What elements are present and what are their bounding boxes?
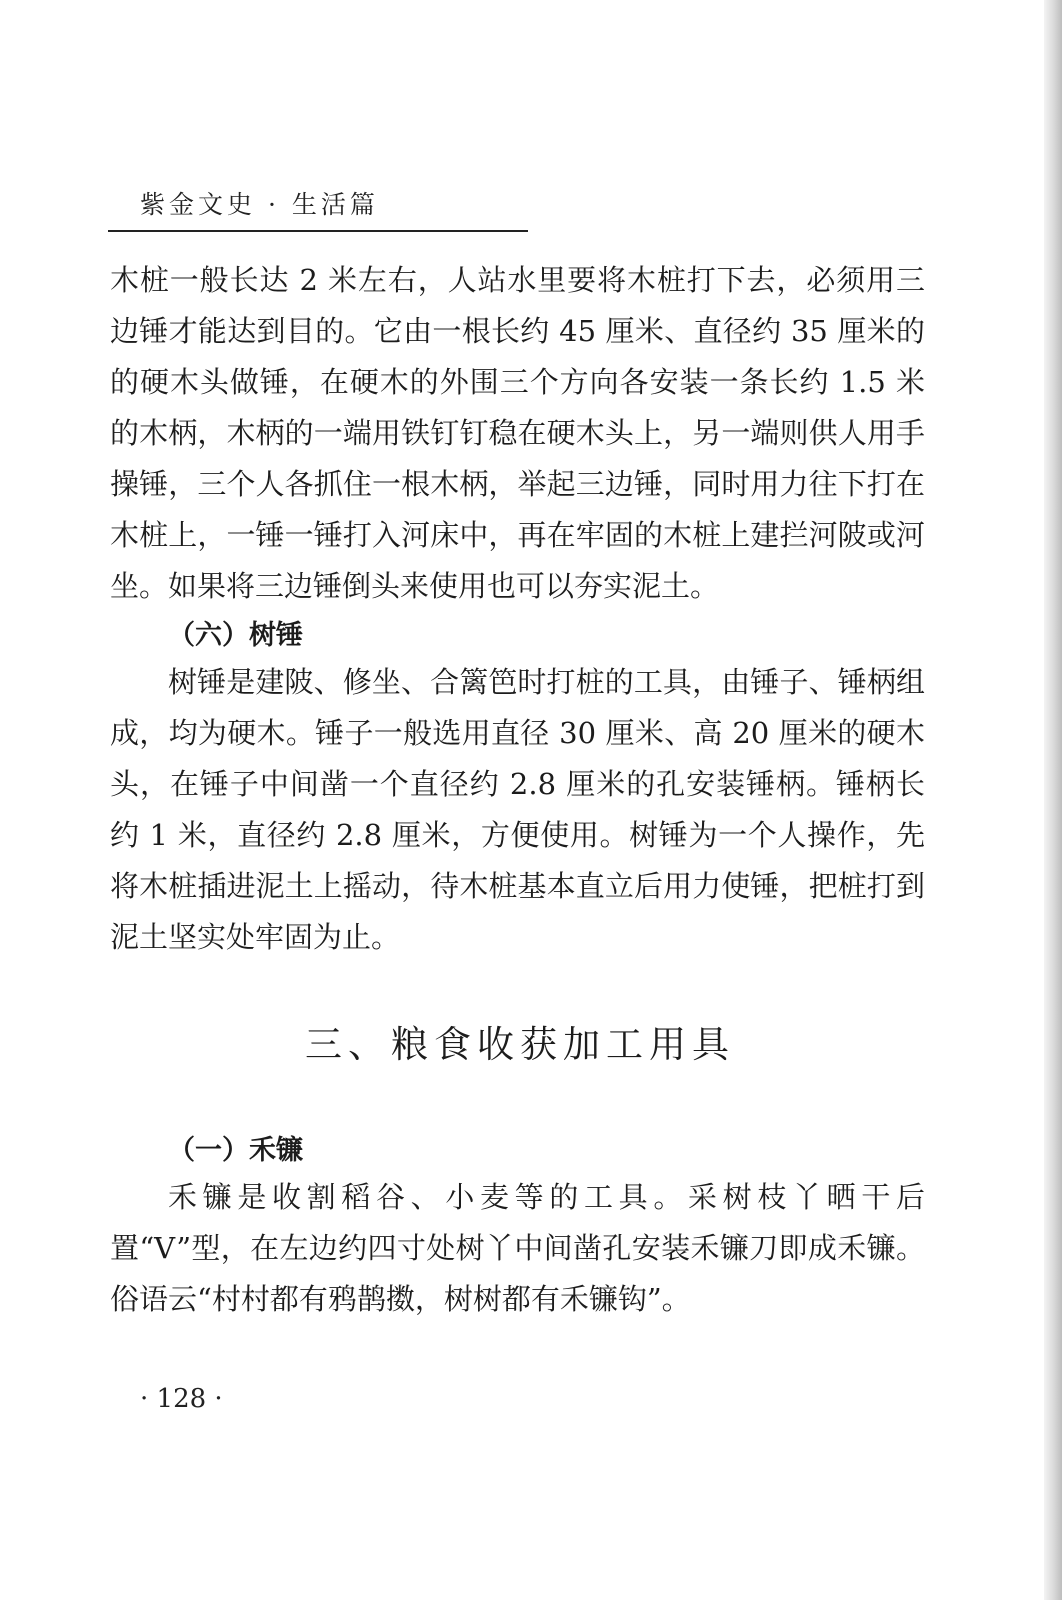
paragraph-text: 禾镰是收割稻谷、小麦等的工具。采树枝丫晒干后置“V”型，在左边约四寸处树丫中间凿孔安装禾镰刀即成禾镰。俗语云“村村都有鸦鹊擞，树树都有禾镰钩”。 — [110, 1180, 925, 1316]
header-rule — [108, 230, 528, 232]
section-heading: 三、粮食收获加工用具 — [305, 1023, 735, 1066]
subheading-sickle: （一）禾镰 — [168, 1135, 303, 1166]
paragraph-text: 树锤是建陂、修坐、合篱笆时打桩的工具，由锤子、锤柄组成，均为硬木。锤子一般选用直径 30 厘米、高 20 厘米的硬木头，在锤子中间凿一个直径约 2.8 厘米的孔安装锤柄。锤柄长约 1 米，直径约 2.8 厘米，方便使用。树锤为一个人操作，先将木桩插进泥土上摇动，待木桩基本直立后用力使锤，把桩打到泥土坚实处牢固为止。 — [110, 665, 925, 954]
paragraph-text: 木桩一般长达 2 米左右，人站水里要将木桩打下去，必须用三边锤才能达到目的。它由一根长约 45 厘米、直径约 35 厘米的的硬木头做锤，在硬木的外围三个方向各安装一条长约 1.5 米的木柄，木柄的一端用铁钉钉稳在硬木头上，另一端则供人用手操锤，三个人各抓住一根木柄，举起三边锤，同时用力往下打在木桩上，一锤一锤打入河床中，再在牢固的木桩上建拦河陂或河坐。如果将三边锤倒头来使用也可以夯实泥土。 — [110, 263, 925, 603]
paragraph-tree-hammer — [110, 657, 925, 963]
page-number: · 128 · — [140, 1384, 223, 1414]
page-edge-shadow — [1044, 0, 1062, 1600]
paragraph-sickle — [110, 1172, 925, 1325]
subheading-tree-hammer: （六）树锤 — [168, 620, 303, 651]
running-head: 紫金文史 · 生活篇 — [140, 190, 379, 219]
paragraph-three-sided-hammer — [110, 255, 925, 612]
